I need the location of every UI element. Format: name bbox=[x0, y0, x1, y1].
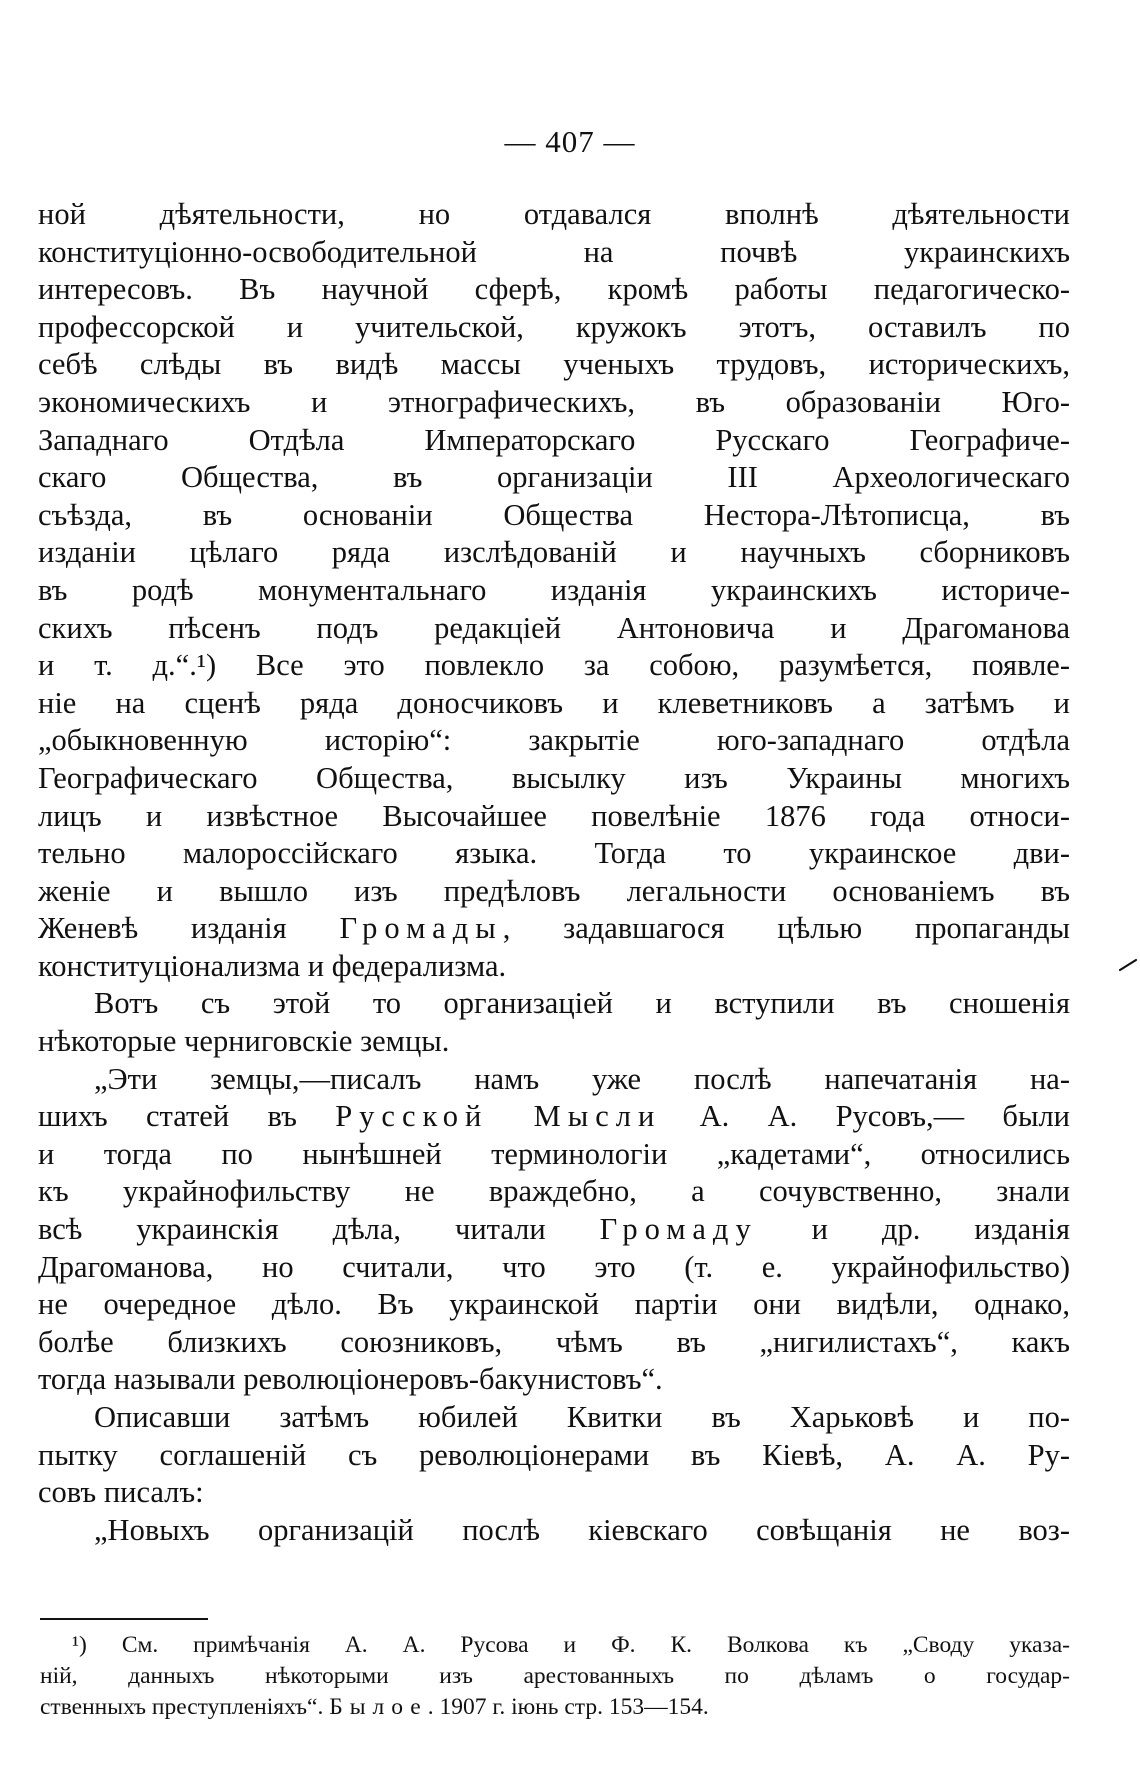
text-line: и тогда по нынѣшней терминологіи „кадетами“, относились bbox=[38, 1136, 1070, 1171]
text-line bbox=[38, 910, 1070, 948]
footnote-line: ній, данныхъ нѣкоторыми изъ арестованныхъ по дѣламъ о государ- bbox=[40, 1663, 1070, 1689]
text-run: А. А. Русовъ,— были bbox=[661, 1099, 1070, 1134]
footnote-line: ¹) См. примѣчанія А. А. Русова и Ф. К. Волкова къ „Своду указа- bbox=[72, 1632, 1070, 1658]
text-line bbox=[38, 1098, 1070, 1136]
text-line: конституціонно-освободительной на почвѣ украинскихъ bbox=[38, 234, 1070, 269]
text-line: профессорской и учительской, кружокъ этотъ, оставилъ по bbox=[38, 309, 1070, 344]
text-line: себѣ слѣды въ видѣ массы ученыхъ трудовъ, историческихъ, bbox=[38, 347, 1070, 382]
text-line: не очередное дѣло. Въ украинской партіи они видѣли, однако, bbox=[38, 1287, 1070, 1322]
spaced-title-gromada: Громады bbox=[339, 911, 503, 946]
text-line: экономическихъ и этнографическихъ, въ образованіи Юго- bbox=[38, 384, 1070, 419]
text-line: ной дѣятельности, но отдавался вполнѣ дѣятельности bbox=[38, 197, 1070, 231]
text-line: и т. д.“.¹) Все это повлекло за собою, разумѣется, появле- bbox=[38, 648, 1070, 683]
paragraph-end-line: конституціонализма и федерализма. bbox=[38, 948, 507, 983]
paragraph-end-line: тогда называли революціонеровъ-бакунистовъ“. bbox=[38, 1362, 663, 1397]
text-line: интересовъ. Въ научной сферѣ, кромѣ работы педагогическо- bbox=[38, 272, 1070, 307]
footnote bbox=[40, 1630, 1070, 1723]
paragraph-end-line: совъ писалъ: bbox=[38, 1475, 204, 1510]
text-run: и др. изданія bbox=[757, 1212, 1070, 1247]
paragraph-start-line: „Новыхъ организацій послѣ кіевскаго совѣщанія не воз- bbox=[94, 1512, 1070, 1547]
text-run: . 1907 г. іюнь стр. 153—154. bbox=[427, 1694, 709, 1720]
spaced-title-gromadu: Громаду bbox=[599, 1212, 758, 1247]
text-line: женіе и вышло изъ предѣловъ легальности основаніемъ въ bbox=[38, 873, 1070, 908]
footnote-line bbox=[40, 1692, 1070, 1723]
text-line: съѣзда, въ основаніи Общества Нестора-Лѣтописца, въ bbox=[38, 497, 1070, 532]
text-line: Драгоманова, но считали, что это (т. е. украйнофильство) bbox=[38, 1249, 1070, 1284]
main-text bbox=[38, 196, 1070, 1549]
text-run: Женевѣ изданія bbox=[38, 911, 340, 946]
text-run: , задавшагося цѣлью пропаганды bbox=[502, 911, 1070, 946]
paragraph-start-line: Описавши затѣмъ юбилей Квитки въ Харьковѣ и по- bbox=[94, 1400, 1070, 1434]
spaced-title-byloe: Былое bbox=[329, 1694, 428, 1720]
text-line: пытку соглашеній съ революціонерами въ Кіевѣ, А. А. Ру- bbox=[38, 1437, 1070, 1472]
text-line: „обыкновенную исторію“: закрытіе юго-западнаго отдѣла bbox=[38, 723, 1070, 758]
text-line: тельно малороссійскаго языка. Тогда то украинское дви- bbox=[38, 836, 1070, 871]
text-line: къ украйнофильству не враждебно, а сочувственно, знали bbox=[38, 1174, 1070, 1209]
page-number: — 407 — bbox=[504, 124, 636, 159]
paragraph-end-line: нѣкоторые черниговскіе земцы. bbox=[38, 1024, 450, 1059]
text-line bbox=[38, 1211, 1070, 1249]
text-line: Западнаго Отдѣла Императорскаго Русскаго Географиче- bbox=[38, 422, 1070, 457]
text-line: въ родѣ монументальнаго изданія украинскихъ историче- bbox=[38, 572, 1070, 607]
text-line: скаго Общества, въ организаціи III Археологическаго bbox=[38, 460, 1070, 495]
text-line: ніе на сценѣ ряда доносчиковъ и клеветниковъ а затѣмъ и bbox=[38, 685, 1070, 720]
paragraph-start-line: Вотъ съ этой то организаціей и вступили въ сношенія bbox=[94, 986, 1070, 1021]
paragraph-start-line: „Эти земцы,—писалъ намъ уже послѣ напечатанія на- bbox=[94, 1061, 1070, 1096]
text-run: ственныхъ преступленіяхъ“. bbox=[40, 1694, 330, 1720]
spaced-title-russkaya-mysl: Русской Мысли bbox=[335, 1099, 662, 1134]
footnote-rule bbox=[40, 1618, 208, 1620]
text-line: Географическаго Общества, высылку изъ Украины многихъ bbox=[38, 760, 1070, 795]
text-line: изданіи цѣлаго ряда изслѣдованій и научныхъ сборниковъ bbox=[38, 535, 1070, 570]
text-line: скихъ пѣсенъ подъ редакціей Антоновича и Драгоманова bbox=[38, 610, 1070, 645]
text-run: всѣ украинскія дѣла, читали bbox=[38, 1212, 600, 1247]
text-line: лицъ и извѣстное Высочайшее повелѣніе 1876 года относи- bbox=[38, 798, 1070, 833]
margin-pencil-mark-icon bbox=[1118, 954, 1138, 974]
text-line: болѣе близкихъ союзниковъ, чѣмъ въ „нигилистахъ“, какъ bbox=[38, 1324, 1070, 1359]
text-run: шихъ статей въ bbox=[38, 1099, 336, 1134]
